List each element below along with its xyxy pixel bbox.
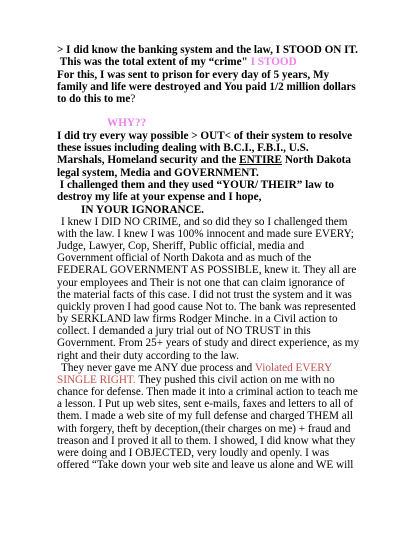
text-line: your employees and Their is not one that can claim ignorance of xyxy=(57,276,345,289)
text-line: were doing and I OBJECTED, very loudly and openly. I was xyxy=(57,446,330,459)
text-line: FEDERAL GOVERNMENT AS POSSIBLE, knew it. They all are xyxy=(57,264,357,277)
third-paragraph xyxy=(57,216,373,362)
text-segment: Marshals, Homeland security and the xyxy=(57,154,237,167)
letter-text xyxy=(57,44,373,471)
text-line: I knew I DID NO CRIME, and so did they so I challenged them xyxy=(61,215,348,228)
why-heading: WHY?? xyxy=(107,117,147,130)
text-segment: They pushed this civil action on me with no xyxy=(138,373,335,386)
highlight-text: Violated EVERY xyxy=(254,361,333,374)
text-line xyxy=(57,56,373,68)
highlight-text: I STOOD xyxy=(250,56,297,69)
text-line: > I did know the banking system and the law, I STOOD ON IT. xyxy=(57,44,358,56)
text-line: them. I made a web site of my full defense and charged THEM all xyxy=(57,410,353,423)
text-line: destroy my life at your expense and I hope, xyxy=(57,191,262,204)
text-line xyxy=(57,374,373,386)
text-line: chance for defense. Then made it into a criminal action to teach me xyxy=(57,386,358,399)
text-line: offered “Take down your web site and leave us alone and WE will xyxy=(57,458,354,471)
highlight-text: SINGLE RIGHT. xyxy=(57,373,136,386)
text-line: these issues including dealing with B.C.I., F.B.I., U.S. xyxy=(57,142,309,155)
text-line: a lesson. I Put up web sites, sent e-mails, faxes and letters to all of xyxy=(57,398,354,411)
text-line: the material facts of this case. I did not trust the system and it was xyxy=(57,288,352,301)
text-line: right and their duty according to the law. xyxy=(57,349,239,362)
text-line: with the law. I knew I was 100% innocent and made sure EVERY; xyxy=(57,228,354,241)
text-segment: They never gave me ANY due process and xyxy=(61,361,253,374)
fourth-paragraph xyxy=(57,362,373,471)
text-line: Government official of North Dakota and as much of the xyxy=(57,252,312,265)
text-line: by SERKLAND law firms Rodger Minche. in a Civil action to xyxy=(57,313,338,326)
text-line xyxy=(57,362,373,374)
text-line: IN YOUR IGNORANCE. xyxy=(81,203,204,216)
second-paragraph xyxy=(57,130,373,216)
text-line xyxy=(57,179,373,191)
blank-line xyxy=(57,105,373,117)
text-segment: I challenged them and they used “YOUR/ THEIR” law to xyxy=(59,178,335,191)
text-line xyxy=(57,154,373,166)
text-line: Judge, Lawyer, Cop, Sheriff, Public official, media and xyxy=(57,240,305,253)
opening-paragraph xyxy=(57,44,373,105)
text-segment: North Dakota xyxy=(284,154,352,167)
text-line: with forgery, theft by deception,(their charges on me) + fraud and xyxy=(57,422,351,435)
text-line: For this, I was sent to prison for every day of 5 years, My xyxy=(57,68,330,81)
text-line: Government. From 25+ years of study and direct experience, as my xyxy=(57,337,360,350)
text-line: I did try every way possible > OUT< of their system to resolve xyxy=(57,129,353,142)
text-line: family and life were destroyed and You paid 1/2 million dollars xyxy=(57,80,356,93)
text-segment: to do this to me xyxy=(57,93,131,106)
text-line: quickly proven I had good cause Not to. The bank was represented xyxy=(57,300,356,313)
text-segment: This was the total extent of my “crime" xyxy=(59,56,248,69)
text-line: treason and I proved it all to them. I showed, I did know what they xyxy=(57,434,356,447)
text-line: legal system, Media and GOVERNMENT. xyxy=(57,166,259,179)
text-segment: ? xyxy=(130,93,136,106)
text-line xyxy=(57,93,373,105)
text-line: collect. I demanded a jury trial out of NO TRUST in this xyxy=(57,325,311,338)
underlined-text: ENTIRE xyxy=(239,154,283,167)
